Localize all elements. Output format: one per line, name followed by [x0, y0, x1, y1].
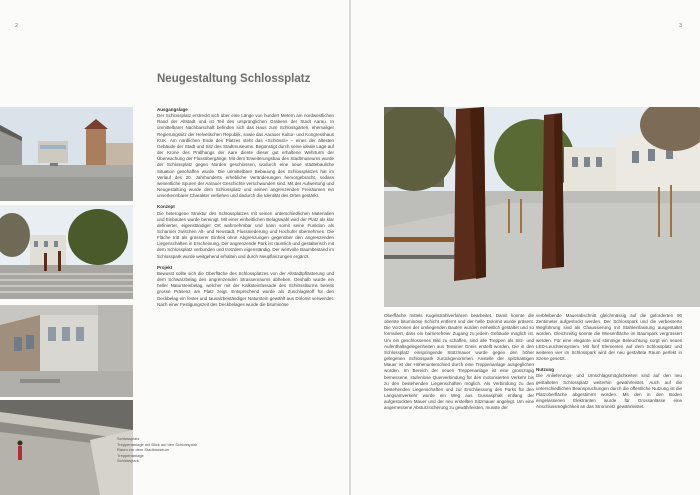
- page-number-left: 2: [15, 23, 19, 29]
- paragraph-projekt-continued: Oberfläche mittels Kugelstrahlverfahren bearbeitet. Damit konnte die oberste bituminöse Schicht entfernt und der helle Dolomit wurde präsent. Die Vorzonen der umliegenden Bauten wurden einheitlich gestaltet und so formuliert, dass ein barrierefreier Zugang zu jedem Gebäude möglich ist. Um ein geschlossenes Bild zu schaffen, sind alle Treppen als Sitz- und Aufenthaltsgelegenheiten aus Tessiner Gneis erstellt worden. Die in den Schlossplatz einspringende Stützmauer wurde gegen den höher gelegenen Schlosspark zurückgenommen. Anstelle der spitzkantigen Mauer ist der Höhenunterschied durch eine Treppenanlage ausgeglichen worden. Im Bereich der neuen Treppenanlage ist eine grosszügig bemessene, stufenlose Querverbindung für den motorisierten Verkehr bis zu den bestehenden Liegenschaften möglich. Als Verbindung zu den bestehenden Liegenschaften und zur Erschliessung des Parks für den Langsamverkehr wurde ein Weg aus Gussasphalt entlang der aufgestockten Mauer und der neu erstellten Sitzmauer angelegt. Um eine angemessene Absturzsicherung zu gewährleisten, musste der: [384, 313, 534, 411]
- heading-nutzung: Nutzung: [536, 367, 554, 373]
- photo-schlosspark: [384, 107, 700, 307]
- text-column-left: [157, 107, 334, 313]
- caption-item: Treppenanlage mit Blick auf den Schlosspark: [117, 441, 198, 447]
- caption-item: Schlossplatz: [117, 436, 140, 441]
- photo-raum-vor-stadtmuseum: [0, 305, 133, 397]
- photo-treppenanlage-schlosspark: [0, 205, 133, 299]
- paragraph-konzept: Die heterogene Struktur des Schlossplatzes mit seinen unterschiedlichen Materialien und Einbauten wurde bereinigt. Mit einer einheitlichen Belagswahl wird der Platz als klar definierter, eigenständiger Ort wahrnehmbar und kann somit seine Funktion als Scharnier zwischen Alt- und Neustadt, Flussniederung und Hochufer übernehmen. Die Fläche tritt als grösserer Einheit ohne Abgrenzungen gegenüber den angrenzenden Liegenschaften in Erscheinung. Der angrenzende Park ist räumlich und gestalterisch mit dem Schlossplatz verbunden und trotzdem eigenständig. Der wertvolle Baumbestand im Schlosspark wurde weitgehend erhalten und durch Neupflanzungen ergänzt.: [157, 210, 334, 259]
- caption-item: Treppenanlage: [117, 452, 144, 458]
- caption-item: Schlosspark: [117, 458, 139, 463]
- text-column-right-2: [536, 313, 682, 415]
- right-page: [351, 0, 700, 495]
- paragraph-ausgangslage: Der Schlossplatz erstreckt sich über eine Länge von hundert Metern am nordwestlichen Rand der Altstadt und ist Teil des ursprünglichen Grabens der Stadt Aarau. In unmittelbarer Nachbarschaft befinden sich das Haus zum Schlossgarten, ehemaliger Regierungssitz der Helvetischen Republik, sowie das Aarauer Kultur- und Kongresshaus KUK. Am nördlichen Ende des Platzes steht das «Schlössli» – eines der ältesten Gebäude der Stadt und Sitz des Stadtmuseums. Begünstigt durch seine ideale Lage auf der Krone des Prallhangs der Aare diente dieser gut erhaltene Wehrturm der Überwachung der Flussübergänge. Mit dem Erweiterungsbau des Stadtmuseums wurde der Schlossplatz gegen Norden geschlossen, wodurch eine neue städtebauliche Situation geschaffen wurde. Die unmittelbare Bebauung des Schlossplatzes hat im Verlauf des 20. Jahrhunderts erhebliche Veränderungen hervorgebracht, sodass wesentliche Spuren der Aarauer Geschichte verschwunden sind. Mit der Aufwertung und Neugestaltung wurde dem Schlossplatz und seinen angrenzenden Freiräumen ein unverkennbarer Charakter verliehen und dadurch die Identität des Ortes gestärkt.: [157, 113, 334, 199]
- page-title: Neugestaltung Schlossplatz: [157, 73, 311, 85]
- text-column-right-1: [384, 313, 534, 417]
- heading-projekt: Projekt: [157, 264, 173, 270]
- paragraph-projekt: Bewusst sollte sich die Oberfläche des Schlossplatzes von der Altstadtpflästerung und dem Schwarzbelag des angrenzenden Strassenraums abheben. Deshalb wurde ein heller Natursteinbelag, welcher mit der Kalksteinfassade des Schlössliturms bereits grosse Präsenz am Platz zeigt. Entsprechend wurde als Zuschlagstoff für den Deckbelag ein fester und tausalzbeständiger Naturstein gewählt aus Dolomit verwendet. Nach einer Festigungszeit des Deckbelages wurde die bituminöse: [157, 270, 334, 307]
- page-number-right: 3: [679, 23, 683, 29]
- caption-item: Raum vor dem Stadtmuseum: [117, 447, 170, 452]
- photo-captions: [117, 436, 197, 464]
- heading-konzept: Konzept: [157, 204, 175, 210]
- paragraph-beleuchtung: verbleibende Mauerabschnitt gleichmässig auf die geforderten 90 Zentimeter aufgestockt werden. Der Schlosspark und die verbesserte Wegführung sind als Chaussierung mit Stahleinfassung ausgestaltet worden. Gleichzeitig konnte die Wiesenfläche im Baumpark vergrössert werden. Für eine elegante und stimmige Beleuchtung sorgt ein neues LED-Leuchtensystem. Mit fünf Elementen auf dem Schlossplatz und weiteren vier im Schlosspark wird der neu gestaltete Raum perfekt in Szene gesetzt.: [536, 313, 682, 362]
- paragraph-nutzung: Die Anlieferungs- und Umschlagsmöglichkeiten sind auf den neu gestalteten Schlossplatz weiterhin gewährleistet. Auch auf die unterschiedlichen Beanspruchungen durch die öffentliche Nutzung ist die Platzoberfläche abgestimmt worden. Mit den in den Boden eingelassenen Elektranten wurde für Grossanlässe eine Anschlussmöglichkeit an das Stromnetz gewährleistet.: [536, 373, 682, 410]
- heading-ausgangslage: Ausgangslage: [157, 107, 188, 112]
- photo-treppenanlage: [0, 400, 133, 495]
- left-page: [0, 0, 349, 495]
- photo-schlossplatz: [0, 107, 133, 201]
